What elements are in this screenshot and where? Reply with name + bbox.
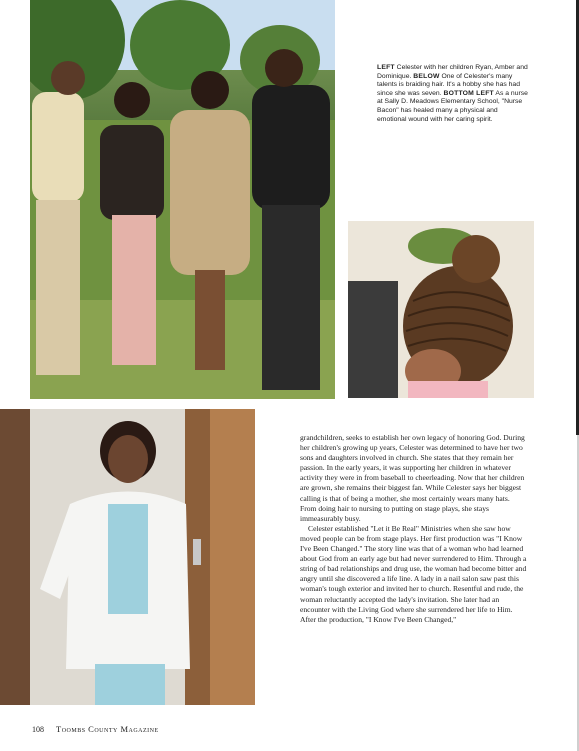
article-paragraph: grandchildren, seeks to establish her own legacy of honoring God. During her children's growing up years, Celester was determined to have her two sons and daughters involved in church. She states that they remain her passion. In the early years, it was supporting her children in whatever activity they were in from baseball to cheerleading. Now that her children are grown, she remains their biggest fan. While Celester says her biggest calling is that of being a mother, she most certainly wears many hats. From doing hair to nursing to putting on stage plays, she stays immeasurably busy. xyxy=(300,433,525,523)
braided-hair-photo xyxy=(348,221,534,398)
nurse-photo xyxy=(0,409,255,705)
page-number: 108 xyxy=(32,725,44,734)
article-body xyxy=(300,433,528,625)
caption-lead-below: BELOW xyxy=(413,72,440,80)
caption-lead-bottom-left: BOTTOM LEFT xyxy=(443,89,494,97)
caption-lead-left: LEFT xyxy=(377,64,395,71)
caption-text-bottom-left: As a nurse at Sally D. Meadows Elementary School, "Nurse Bacon" has healed many a physical and emotional wound with her caring spirit. xyxy=(377,89,528,123)
caption-text-below: One of Celester's many talents is braiding hair. It's a hobby she has had since she was seven. xyxy=(377,72,520,97)
page-footer xyxy=(32,724,159,734)
family-photo-illustration xyxy=(30,0,335,399)
article-paragraph: Celester established "Let it Be Real" Ministries when she saw how moved people can be from stage plays. Her first production was "I Know I've Been Changed." The story line was that of a woman who had learned about God from an early age but had never surrendered to Him. Through a string of bad relationships and drug use, the woman had become bitter and angry until she discovered a life line. A lady in a nail salon saw past this woman's tough exterior and invited her to church. Resentful and rude, the woman reluctantly accepted the lady's invitation. She later had an encounter with the Living God where she surrendered her life to Him. After the production, "I Know I've Been Changed," xyxy=(300,523,527,624)
nurse-photo-illustration xyxy=(0,409,255,705)
magazine-name: Toombs County Magazine xyxy=(56,724,159,734)
caption-text-left: Celester with her children Ryan, Amber and Dominique. xyxy=(377,64,528,80)
family-photo xyxy=(30,0,335,399)
braided-hair-illustration xyxy=(348,221,534,398)
photo-caption xyxy=(377,64,529,124)
